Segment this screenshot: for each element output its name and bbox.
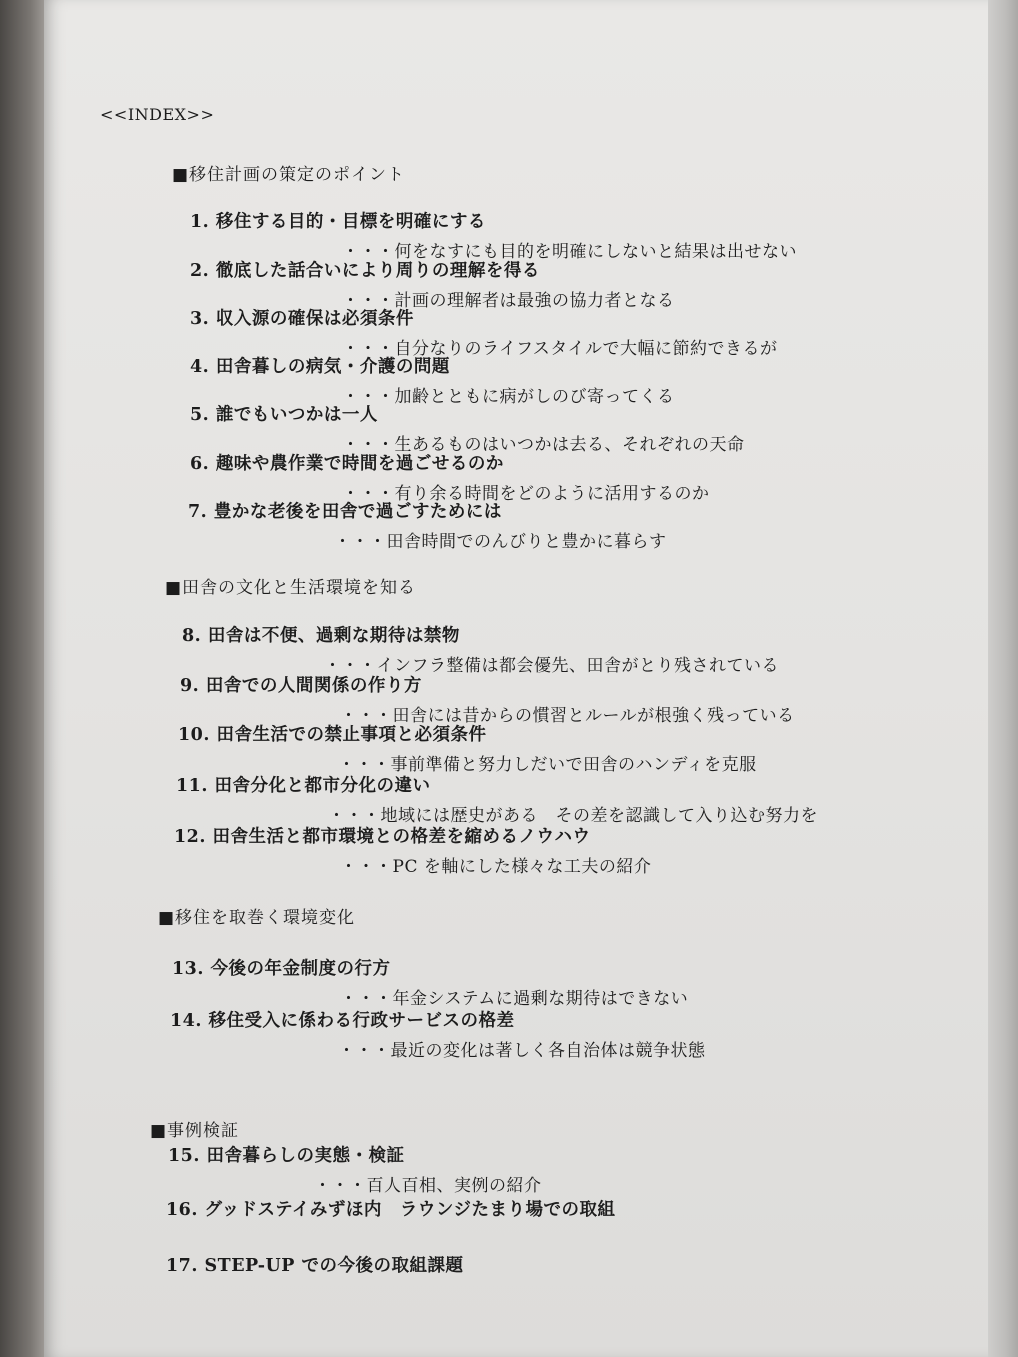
list-item bbox=[190, 257, 675, 311]
book-gutter bbox=[0, 0, 44, 1357]
item-title: 8. 田舎は不便、過剰な期待は禁物 bbox=[182, 626, 460, 646]
item-description: ・・・田舎には昔からの慣習とルールが根強く残っている bbox=[340, 706, 795, 726]
item-title: 4. 田舎暮しの病気・介護の問題 bbox=[190, 357, 450, 377]
list-item bbox=[188, 498, 667, 552]
list-item bbox=[168, 1142, 542, 1196]
list-item bbox=[190, 208, 797, 262]
list-item bbox=[190, 450, 710, 504]
item-title: 17. STEP-UP での今後の取組課題 bbox=[166, 1256, 464, 1276]
item-description: ・・・有り余る時間をどのように活用するのか bbox=[342, 484, 710, 504]
item-description: ・・・生あるものはいつかは去る、それぞれの天命 bbox=[342, 435, 745, 455]
item-title: 15. 田舎暮らしの実態・検証 bbox=[168, 1146, 405, 1166]
item-description: ・・・インフラ整備は都会優先、田舎がとり残されている bbox=[324, 656, 779, 676]
index-label: <<INDEX>> bbox=[100, 105, 215, 124]
list-item bbox=[182, 622, 779, 676]
item-title: 14. 移住受入に係わる行政サービスの格差 bbox=[170, 1011, 515, 1031]
item-description: ・・・田舎時間でのんびりと豊かに暮らす bbox=[334, 532, 667, 552]
item-description: ・・・計画の理解者は最強の協力者となる bbox=[342, 291, 675, 311]
list-item bbox=[166, 1196, 615, 1221]
list-item bbox=[190, 353, 675, 407]
item-title: 9. 田舎での人間関係の作り方 bbox=[180, 676, 422, 696]
item-title: 5. 誰でもいつかは一人 bbox=[190, 405, 378, 425]
list-item bbox=[166, 1252, 464, 1277]
section-heading: ■田舎の文化と生活環境を知る bbox=[165, 578, 417, 598]
item-title: 7. 豊かな老後を田舎で過ごすためには bbox=[188, 502, 502, 522]
item-description: ・・・年金システムに過剰な期待はできない bbox=[340, 989, 689, 1009]
item-title: 3. 収入源の確保は必須条件 bbox=[190, 309, 414, 329]
item-description: ・・・百人百相、実例の紹介 bbox=[314, 1176, 542, 1196]
item-description: ・・・何をなすにも目的を明確にしないと結果は出せない bbox=[342, 242, 797, 262]
item-description: ・・・地域には歴史がある その差を認識して入り込む努力を bbox=[328, 806, 818, 826]
section-heading: ■事例検証 bbox=[150, 1121, 240, 1141]
item-title: 1. 移住する目的・目標を明確にする bbox=[190, 212, 486, 232]
item-description: ・・・最近の変化は著しく各自治体は競争状態 bbox=[338, 1041, 706, 1061]
item-title: 2. 徹底した話合いにより周りの理解を得る bbox=[190, 261, 540, 281]
section-heading: ■移住を取巻く環境変化 bbox=[158, 908, 356, 928]
list-item bbox=[190, 401, 745, 455]
page-edge bbox=[988, 0, 1018, 1357]
item-title: 11. 田舎分化と都市分化の違い bbox=[176, 776, 431, 796]
list-item bbox=[174, 823, 651, 877]
section-heading: ■移住計画の策定のポイント bbox=[172, 165, 406, 185]
item-description: ・・・事前準備と努力しだいで田舎のハンディを克服 bbox=[338, 755, 757, 775]
list-item bbox=[178, 721, 757, 775]
list-item bbox=[190, 305, 777, 359]
item-title: 16. グッドステイみずほ内 ラウンジたまり場での取組 bbox=[166, 1200, 616, 1220]
item-description: ・・・加齢とともに病がしのび寄ってくる bbox=[342, 387, 675, 407]
item-title: 6. 趣味や農作業で時間を過ごせるのか bbox=[190, 454, 504, 474]
item-title: 13. 今後の年金制度の行方 bbox=[172, 959, 391, 979]
item-title: 10. 田舎生活での禁止事項と必須条件 bbox=[178, 725, 487, 745]
item-description: ・・・PC を軸にした様々な工夫の紹介 bbox=[340, 857, 652, 877]
item-description: ・・・自分なりのライフスタイルで大幅に節約できるが bbox=[342, 339, 778, 359]
list-item bbox=[172, 955, 688, 1009]
list-item bbox=[180, 672, 795, 726]
list-item bbox=[176, 772, 818, 826]
item-title: 12. 田舎生活と都市環境との格差を縮めるノウハウ bbox=[174, 827, 591, 847]
list-item bbox=[170, 1007, 706, 1061]
